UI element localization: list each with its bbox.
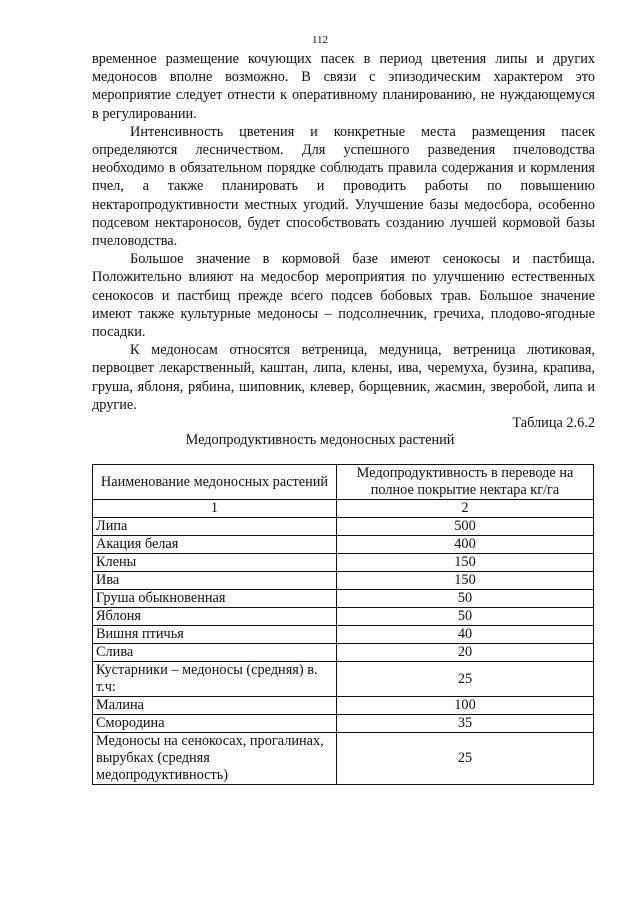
plant-name-cell: Яблоня [93, 608, 337, 626]
productivity-cell: 50 [337, 608, 594, 626]
page-number: 112 [311, 34, 329, 46]
productivity-cell: 100 [337, 697, 594, 715]
plant-name-cell: Кустарники – медоносы (средняя) в. т.ч: [93, 662, 337, 697]
paragraph-2: Интенсивность цветения и конкретные места размещения пасек определяются лесничеством. Для успешного разведения пчеловодства необходимо в обязательном порядке соблюдать правила содержания и кормления пчел, а также планировать и проводить работы по повышению нектаропродуктивности местных угодий. Улучшение базы медосбора, особенно подсевом нектароносов, будет способствовать созданию лучшей кормовой базы пчеловодства. [92, 123, 595, 250]
table-row [93, 518, 594, 536]
table-row [93, 554, 594, 572]
plant-name-cell: Акация белая [93, 536, 337, 554]
plant-name-cell: Медоносы на сенокосах, прогалинах, вырубках (средняя медопродуктивность) [93, 733, 337, 785]
table-label: Таблица 2.6.2 [512, 415, 595, 431]
table-row [93, 626, 594, 644]
table-title: Медопродуктивность медоносных растений [185, 432, 455, 448]
plant-name-cell: Груша обыкновенная [93, 590, 337, 608]
table-row [93, 697, 594, 715]
productivity-cell: 150 [337, 554, 594, 572]
paragraph-1: временное размещение кочующих пасек в период цветения липы и других медоносов вполне возможно. В связи с эпизодическим характером это мероприятие следует отнести к оперативному планированию, не нуждающемуся в регулировании. [92, 51, 595, 122]
table-row [93, 590, 594, 608]
table-row [93, 662, 594, 697]
plant-name-cell: Липа [93, 518, 337, 536]
column-header-plant: Наименование медоносных растений [93, 465, 337, 500]
body-text [92, 50, 595, 414]
productivity-cell: 25 [337, 733, 594, 785]
column-number: 1 [93, 500, 337, 518]
plant-name-cell: Ива [93, 572, 337, 590]
column-header-productivity: Медопродуктивность в переводе на полное покрытие нектара кг/га [337, 465, 594, 500]
table-body [93, 518, 594, 785]
table-row [93, 572, 594, 590]
paragraph-3: Большое значение в кормовой базе имеют сенокосы и пастбища. Положительно влияют на медосбор мероприятия по улучшению естественных сенокосов и пастбищ прежде всего подсев бобовых трав. Большое значение имеют также культурные медоносы – подсолнечник, гречиха, плодово-ягодные посадки. [92, 251, 595, 341]
table-row [93, 608, 594, 626]
plant-name-cell: Клены [93, 554, 337, 572]
paragraph-4: К медоносам относятся ветреница, медуница, ветреница лютиковая, первоцвет лекарственный, каштан, липа, клены, ива, черемуха, бузина, крапива, груша, яблоня, рябина, шиповник, клевер, борщевник, жасмин, зверобой, липа и другие. [92, 342, 595, 413]
productivity-cell: 500 [337, 518, 594, 536]
table-header-row [93, 465, 594, 500]
table-row [93, 733, 594, 785]
column-number-row [93, 500, 594, 518]
plant-name-cell: Смородина [93, 715, 337, 733]
plant-name-cell: Слива [93, 644, 337, 662]
honey-productivity-table [92, 464, 594, 785]
table-row [93, 536, 594, 554]
productivity-cell: 40 [337, 626, 594, 644]
productivity-cell: 400 [337, 536, 594, 554]
productivity-cell: 20 [337, 644, 594, 662]
plant-name-cell: Вишня птичья [93, 626, 337, 644]
table-row [93, 644, 594, 662]
column-number: 2 [337, 500, 594, 518]
table-row [93, 715, 594, 733]
productivity-cell: 25 [337, 662, 594, 697]
productivity-cell: 50 [337, 590, 594, 608]
plant-name-cell: Малина [93, 697, 337, 715]
productivity-cell: 35 [337, 715, 594, 733]
productivity-cell: 150 [337, 572, 594, 590]
